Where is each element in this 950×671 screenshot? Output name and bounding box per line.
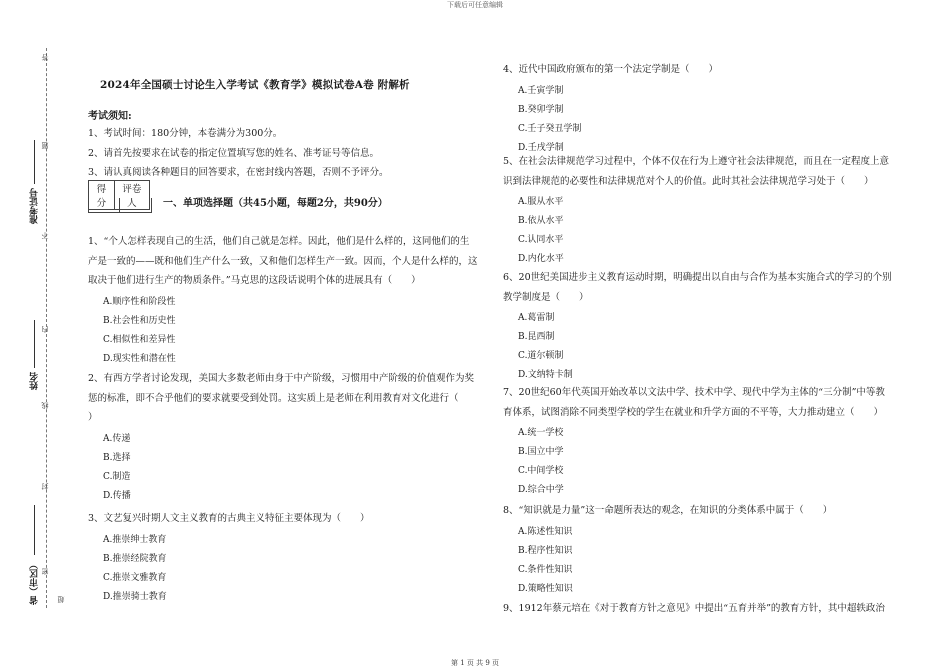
question-text: 4、近代中国政府颁布的第一个法定学制是（ ）	[503, 64, 719, 75]
notice-item: 3、请认真阅读各种题目的回答要求，在密封线内答题，否则不予评分。	[88, 167, 389, 178]
seal-tick-not: 不	[41, 232, 49, 239]
question-text: 产是一致的——既和他们生产什么一致，又和他们怎样生产一致。因而，个人是什么样的，这	[88, 255, 478, 267]
question-text: 惩的标准，即不合乎他们的要求就要受到处罚。这实质上是老师在利用教育对文化进行（	[88, 392, 459, 404]
answer-option[interactable]: D.综合中学	[518, 485, 564, 495]
question-text: 3、文艺复兴时期人文主义教育的古典主义特征主要体现为（ ）	[88, 513, 370, 524]
answer-option[interactable]: D.内化水平	[518, 254, 564, 264]
watermark: 下载后可任意编辑	[447, 1, 503, 9]
answer-option[interactable]: A.顺序性和阶段性	[103, 296, 176, 307]
seal-tick-exceed: 超	[57, 596, 65, 603]
seal-tick-answer: 答	[41, 54, 49, 61]
answer-option[interactable]: B.推崇经院教育	[103, 553, 167, 564]
answer-option[interactable]: D.推崇骑士教育	[103, 591, 167, 602]
answer-option[interactable]: B.程序性知识	[518, 545, 573, 556]
answer-option[interactable]: C.制造	[103, 471, 131, 482]
answer-option[interactable]: D.壬戌学制	[518, 142, 564, 153]
notice-item: 1、考试时间：180分钟，本卷满分为300分。	[88, 128, 283, 139]
page-title: 2024年全国硕士讨论生入学考试《教育学》模拟试卷A卷 附解析	[100, 79, 410, 91]
province-blank[interactable]	[34, 505, 35, 555]
answer-option[interactable]: B.社会性和历史性	[103, 315, 176, 326]
seal-tick-line: 线	[41, 402, 49, 409]
answer-option[interactable]: D.策略性知识	[518, 583, 573, 594]
question-text: 识到法律规范的必要性和法律规范对个人的价值。此时其社会法律规范学习处于（ ）	[503, 175, 874, 187]
question-text: 7、20世纪60年代英国开始改革以文法中学、技术中学、现代中学为主体的“三分制”中等教	[503, 387, 885, 398]
answer-option[interactable]: C.条件性知识	[518, 564, 573, 575]
question-text: 9、1912年蔡元培在《对于教育方针之意见》中提出“五育并举”的教育方针，其中超轶政治	[503, 603, 885, 614]
question-text: 6、20世纪美国进步主义教育运动时期，明确提出以自由与合作为基本实施合式的学习的个别	[503, 272, 892, 283]
question-text: 8、“知识就是力量”这一命题所表达的观念，在知识的分类体系中属于（ ）	[503, 505, 833, 516]
answer-option[interactable]: B.国立中学	[518, 447, 564, 457]
answer-option[interactable]: D.传播	[103, 490, 131, 501]
page-footer: 第 1 页 共 9 页	[450, 659, 500, 667]
question-text: 教学制度是（ ）	[503, 291, 589, 303]
answer-option[interactable]: A.葛雷制	[518, 313, 555, 323]
answer-option[interactable]: B.选择	[103, 452, 131, 463]
answer-option[interactable]: C.道尔顿制	[518, 351, 564, 361]
province-label: 省（市区）	[30, 560, 40, 605]
exam-id-label: 准考证号	[30, 188, 40, 224]
answer-option[interactable]: A.传递	[103, 433, 131, 444]
exam-id-blank[interactable]	[34, 140, 35, 184]
answer-option[interactable]: A.壬寅学制	[518, 85, 564, 96]
question-text: ）	[88, 412, 98, 423]
reviewer-header: 评卷人	[114, 181, 149, 210]
section-title: 一、单项选择题（共45小题，每题2分，共90分）	[163, 198, 388, 209]
answer-option[interactable]: B.依从水平	[518, 216, 564, 226]
score-entry-cells[interactable]	[88, 198, 152, 213]
answer-option[interactable]: A.统一学校	[518, 428, 564, 438]
notice-item: 2、请首先按要求在试卷的指定位置填写您的姓名、准考证号等信息。	[88, 148, 380, 159]
question-text: 取决于他们进行生产的物质条件。”马克思的这段话说明个体的进展具有（ ）	[88, 275, 421, 286]
answer-option[interactable]: C.推崇文雅教育	[103, 572, 167, 583]
answer-option[interactable]: A.陈述性知识	[518, 526, 573, 537]
seal-tick-secret: 密	[41, 568, 49, 575]
answer-option[interactable]: D.文纳特卡制	[518, 370, 573, 380]
answer-option[interactable]: C.认同水平	[518, 235, 564, 245]
answer-option[interactable]: A.推崇绅士教育	[103, 534, 167, 545]
seal-tick-question: 题	[41, 142, 49, 149]
answer-option[interactable]: C.相似性和差异性	[103, 334, 176, 345]
question-text: 5、在社会法律规范学习过程中，个体不仅在行为上遵守社会法律规范，而且在一定程度上意	[503, 156, 890, 167]
question-text: 育体系，试图消除不同类型学校的学生在就业和升学方面的不平等，大力推动建立（ ）	[503, 406, 884, 418]
answer-option[interactable]: D.现实性和潜在性	[103, 353, 176, 364]
name-blank[interactable]	[34, 320, 35, 368]
answer-option[interactable]: C.壬子癸丑学制	[518, 123, 582, 134]
name-label: 姓名	[30, 372, 40, 390]
answer-option[interactable]: C.中间学校	[518, 466, 564, 476]
answer-option[interactable]: B.昆西制	[518, 332, 555, 342]
notice-heading: 考试须知:	[88, 111, 132, 122]
score-header: 得分	[89, 181, 115, 210]
question-text: 1、“个人怎样表现自己的生活，他们自己就是怎样。因此，他们是什么样的，这同他们的生	[88, 236, 470, 247]
answer-option[interactable]: B.癸卯学制	[518, 104, 564, 115]
seal-tick-inside: 内	[41, 326, 49, 333]
answer-option[interactable]: A.服从水平	[518, 197, 564, 207]
seal-tick-seal: 封	[41, 483, 49, 490]
question-text: 2、有西方学者讨论发现，美国大多数老师由身于中产阶级，习惯用中产阶级的价值观作为奖	[88, 373, 475, 384]
